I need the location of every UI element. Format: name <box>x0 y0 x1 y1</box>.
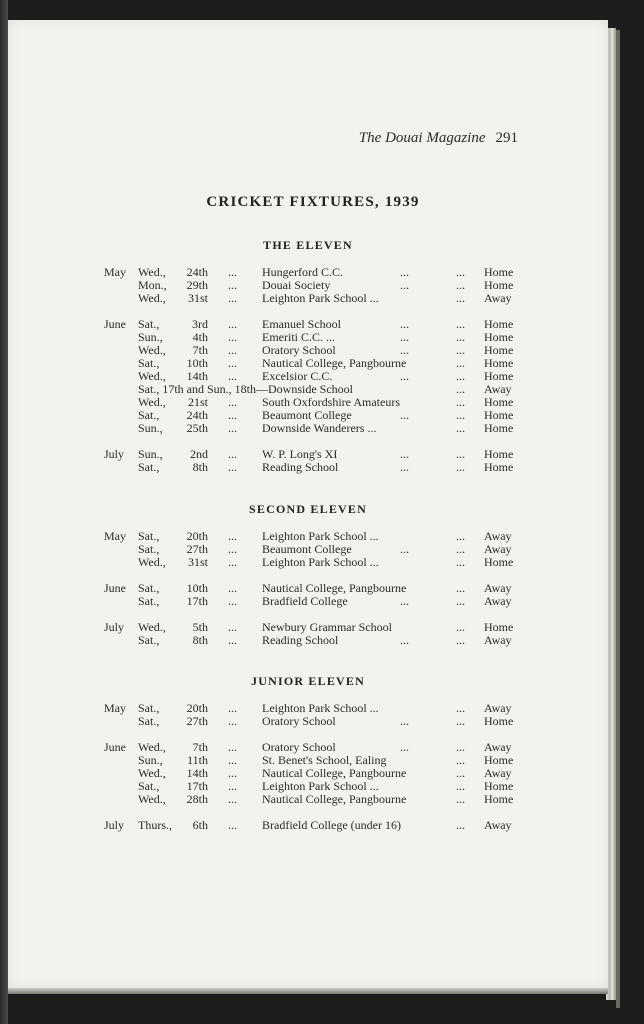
fixture-venue: Home <box>484 460 514 474</box>
leader-dots: ... <box>228 265 237 279</box>
leader-dots: ... <box>456 421 465 435</box>
magazine-name: The Douai Magazine <box>358 130 486 146</box>
fixture-month: June <box>104 581 126 595</box>
page-title: CRICKET FIXTURES, 1939 <box>206 194 420 210</box>
leader-dots: ... <box>456 317 465 331</box>
fixture-day: Sat., <box>138 779 160 793</box>
fixture-date: 4th <box>192 330 208 344</box>
leader-dots: ... <box>228 779 237 793</box>
fixture-date: 20th <box>186 529 208 543</box>
section-heading: JUNIOR ELEVEN <box>251 674 365 688</box>
leader-dots: ... <box>456 542 465 556</box>
fixture-date: 10th <box>186 581 208 595</box>
fixture-date: 31st <box>187 555 208 569</box>
leader-dots: ... <box>228 818 237 832</box>
leader-dots: ... <box>228 278 237 292</box>
leader-dots: ... <box>228 460 237 474</box>
fixture-venue: Home <box>484 447 514 461</box>
leader-dots: ... <box>228 766 237 780</box>
fixture-row <box>0 793 610 806</box>
leader-dots: ... <box>456 447 465 461</box>
fixture-day: Sat., <box>138 542 160 556</box>
leader-dots: ... <box>228 330 237 344</box>
leader-dots: ... <box>228 542 237 556</box>
fixture-opponent: Leighton Park School ... <box>262 701 379 715</box>
fixture-date: 14th <box>186 766 208 780</box>
leader-dots: ... <box>228 408 237 422</box>
fixture-month: June <box>104 740 126 754</box>
fixture-date: 3rd <box>192 317 208 331</box>
leader-dots: ... <box>400 343 409 357</box>
fixture-date: 24th <box>186 265 208 279</box>
leader-dots: ... <box>456 701 465 715</box>
leader-dots: ... <box>228 317 237 331</box>
fixture-venue: Home <box>484 265 514 279</box>
leader-dots: ... <box>456 555 465 569</box>
leader-dots: ... <box>456 278 465 292</box>
leader-dots: ... <box>400 594 409 608</box>
fixture-venue: Home <box>484 714 514 728</box>
fixture-day: Sat., <box>138 633 160 647</box>
fixture-row <box>0 461 610 474</box>
fixture-date: 7th <box>192 343 208 357</box>
fixture-date: 20th <box>186 701 208 715</box>
fixture-day: Sat., <box>138 594 160 608</box>
running-head <box>359 130 518 147</box>
fixture-month: July <box>104 818 125 832</box>
fixture-date: 28th <box>186 792 208 806</box>
fixture-opponent: W. P. Long's XI <box>262 447 338 461</box>
leader-dots: ... <box>228 753 237 767</box>
fixture-month: July <box>104 447 125 461</box>
fixture-day: Sun., <box>138 330 163 344</box>
fixture-day: Sat., <box>138 408 160 422</box>
fixture-date: 25th <box>186 421 208 435</box>
fixture-venue: Home <box>484 356 514 370</box>
fixture-dates-opponent: Sat., 17th and Sun., 18th—Downside School <box>138 382 353 396</box>
fixture-venue: Home <box>484 317 514 331</box>
fixture-opponent: Emanuel School <box>262 317 341 331</box>
fixture-day: Wed., <box>138 740 166 754</box>
fixture-day: Sat., <box>138 581 160 595</box>
leader-dots: ... <box>456 343 465 357</box>
leader-dots: ... <box>456 753 465 767</box>
leader-dots: ... <box>228 447 237 461</box>
fixture-day: Wed., <box>138 792 166 806</box>
leader-dots: ... <box>228 291 237 305</box>
fixture-venue: Away <box>484 594 512 608</box>
fixture-opponent: Oratory School <box>262 714 336 728</box>
fixture-date: 2nd <box>190 447 208 461</box>
fixture-venue: Home <box>484 753 514 767</box>
leader-dots: ... <box>228 740 237 754</box>
fixture-venue: Home <box>484 278 514 292</box>
fixture-opponent: Douai Society <box>262 278 331 292</box>
fixture-date: 10th <box>186 356 208 370</box>
leader-dots: ... <box>456 779 465 793</box>
fixture-date: 7th <box>192 740 208 754</box>
fixture-day: Wed., <box>138 343 166 357</box>
fixture-venue: Home <box>484 620 514 634</box>
leader-dots: ... <box>456 529 465 543</box>
fixture-venue: Away <box>484 529 512 543</box>
fixture-day: Wed., <box>138 291 166 305</box>
fixture-opponent: Beaumont College <box>262 542 352 556</box>
fixture-day: Wed., <box>138 555 166 569</box>
leader-dots: ... <box>456 792 465 806</box>
fixture-venue: Home <box>484 779 514 793</box>
page-bottom-edge <box>8 988 608 994</box>
fixture-venue: Away <box>484 581 512 595</box>
fixture-venue: Home <box>484 369 514 383</box>
fixture-opponent: Leighton Park School ... <box>262 555 379 569</box>
section-heading: THE ELEVEN <box>263 238 353 252</box>
cover-edge <box>616 30 620 1008</box>
fixture-opponent: Nautical College, Pangbourne <box>262 356 407 370</box>
leader-dots: ... <box>400 542 409 556</box>
fixture-opponent: Emeriti C.C. ... <box>262 330 335 344</box>
fixture-month: May <box>104 529 126 543</box>
leader-dots: ... <box>456 594 465 608</box>
leader-dots: ... <box>400 369 409 383</box>
fixture-date: 31st <box>187 291 208 305</box>
fixture-row <box>0 556 610 569</box>
leader-dots: ... <box>228 620 237 634</box>
leader-dots: ... <box>456 330 465 344</box>
leader-dots: ... <box>400 265 409 279</box>
fixture-day: Wed., <box>138 620 166 634</box>
fixture-row <box>0 292 610 305</box>
fixture-day: Sun., <box>138 447 163 461</box>
leader-dots: ... <box>456 408 465 422</box>
fixture-row <box>0 715 610 728</box>
fixture-date: 24th <box>186 408 208 422</box>
fixture-row <box>0 422 610 435</box>
leader-dots: ... <box>228 421 237 435</box>
fixture-date: 29th <box>186 278 208 292</box>
fixture-venue: Away <box>484 766 512 780</box>
leader-dots: ... <box>456 265 465 279</box>
fixture-day: Sat., <box>138 529 160 543</box>
fixture-venue: Away <box>484 740 512 754</box>
fixture-opponent: St. Benet's School, Ealing <box>262 753 387 767</box>
leader-dots: ... <box>456 633 465 647</box>
fixture-date: 11th <box>187 753 208 767</box>
leader-dots: ... <box>228 555 237 569</box>
leader-dots: ... <box>228 594 237 608</box>
fixture-day: Wed., <box>138 395 166 409</box>
fixture-date: 17th <box>186 779 208 793</box>
fixture-opponent: Downside Wanderers ... <box>262 421 377 435</box>
fixture-date: 8th <box>192 460 208 474</box>
fixture-venue: Away <box>484 818 512 832</box>
fixture-opponent: Oratory School <box>262 343 336 357</box>
leader-dots: ... <box>228 395 237 409</box>
fixture-date: 17th <box>186 594 208 608</box>
fixture-day: Sat., <box>138 356 160 370</box>
leader-dots: ... <box>400 633 409 647</box>
leader-dots: ... <box>456 460 465 474</box>
fixture-day: Sat., <box>138 460 160 474</box>
fixture-venue: Away <box>484 382 512 396</box>
fixture-day: Wed., <box>138 369 166 383</box>
fixture-opponent: Nautical College, Pangbourne <box>262 792 407 806</box>
leader-dots: ... <box>456 740 465 754</box>
leader-dots: ... <box>400 714 409 728</box>
leader-dots: ... <box>228 356 237 370</box>
fixture-day: Sat., <box>138 317 160 331</box>
leader-dots: ... <box>400 408 409 422</box>
fixture-venue: Home <box>484 395 514 409</box>
fixture-venue: Home <box>484 408 514 422</box>
fixture-day: Mon., <box>138 278 167 292</box>
fixture-month: May <box>104 701 126 715</box>
page-number: 291 <box>495 130 518 146</box>
fixture-opponent: Excelsior C.C. <box>262 369 333 383</box>
fixture-date: 6th <box>192 818 208 832</box>
leader-dots: ... <box>228 343 237 357</box>
leader-dots: ... <box>400 460 409 474</box>
fixture-month: May <box>104 265 126 279</box>
leader-dots: ... <box>456 818 465 832</box>
leader-dots: ... <box>400 447 409 461</box>
fixture-opponent: Beaumont College <box>262 408 352 422</box>
fixture-day: Wed., <box>138 265 166 279</box>
leader-dots: ... <box>456 620 465 634</box>
fixture-opponent: Nautical College, Pangbourne <box>262 766 407 780</box>
fixture-opponent: Bradfield College (under 16) <box>262 818 401 832</box>
fixture-venue: Away <box>484 542 512 556</box>
leader-dots: ... <box>456 369 465 383</box>
fixture-day: Sun., <box>138 421 163 435</box>
fixture-venue: Home <box>484 330 514 344</box>
fixture-row <box>0 819 610 832</box>
fixture-date: 21st <box>187 395 208 409</box>
fixture-opponent: Bradfield College <box>262 594 348 608</box>
fixture-opponent: Leighton Park School ... <box>262 529 379 543</box>
fixture-date: 14th <box>186 369 208 383</box>
fixture-venue: Away <box>484 291 512 305</box>
fixture-venue: Home <box>484 343 514 357</box>
fixture-month: June <box>104 317 126 331</box>
leader-dots: ... <box>228 633 237 647</box>
leader-dots: ... <box>228 529 237 543</box>
fixture-opponent: Nautical College, Pangbourne <box>262 581 407 595</box>
fixture-venue: Home <box>484 421 514 435</box>
leader-dots: ... <box>228 701 237 715</box>
fixture-day: Wed., <box>138 766 166 780</box>
leader-dots: ... <box>456 356 465 370</box>
leader-dots: ... <box>456 395 465 409</box>
leader-dots: ... <box>456 766 465 780</box>
fixture-opponent: Reading School <box>262 460 339 474</box>
fixture-opponent: Hungerford C.C. <box>262 265 343 279</box>
leader-dots: ... <box>228 581 237 595</box>
fixture-date: 27th <box>186 714 208 728</box>
section-heading: SECOND ELEVEN <box>249 502 367 516</box>
fixture-venue: Away <box>484 701 512 715</box>
leader-dots: ... <box>456 382 465 396</box>
fixture-month: July <box>104 620 125 634</box>
fixture-day: Thurs., <box>138 818 172 832</box>
fixture-opponent: Newbury Grammar School <box>262 620 392 634</box>
leader-dots: ... <box>228 369 237 383</box>
fixture-date: 5th <box>192 620 208 634</box>
fixture-venue: Home <box>484 555 514 569</box>
fixture-day: Sun., <box>138 753 163 767</box>
fixture-opponent: Leighton Park School ... <box>262 779 379 793</box>
fixture-day: Sat., <box>138 714 160 728</box>
fixture-date: 8th <box>192 633 208 647</box>
leader-dots: ... <box>456 291 465 305</box>
leader-dots: ... <box>228 792 237 806</box>
leader-dots: ... <box>400 278 409 292</box>
leader-dots: ... <box>456 714 465 728</box>
leader-dots: ... <box>400 330 409 344</box>
fixture-opponent: Leighton Park School ... <box>262 291 379 305</box>
fixture-venue: Away <box>484 633 512 647</box>
fixture-row <box>0 595 610 608</box>
leader-dots: ... <box>400 317 409 331</box>
fixture-day: Sat., <box>138 701 160 715</box>
leader-dots: ... <box>228 714 237 728</box>
fixture-opponent: South Oxfordshire Amateurs <box>262 395 400 409</box>
leader-dots: ... <box>456 581 465 595</box>
fixture-opponent: Oratory School <box>262 740 336 754</box>
fixture-venue: Home <box>484 792 514 806</box>
fixture-date: 27th <box>186 542 208 556</box>
leader-dots: ... <box>400 740 409 754</box>
fixture-row <box>0 634 610 647</box>
fixture-opponent: Reading School <box>262 633 339 647</box>
